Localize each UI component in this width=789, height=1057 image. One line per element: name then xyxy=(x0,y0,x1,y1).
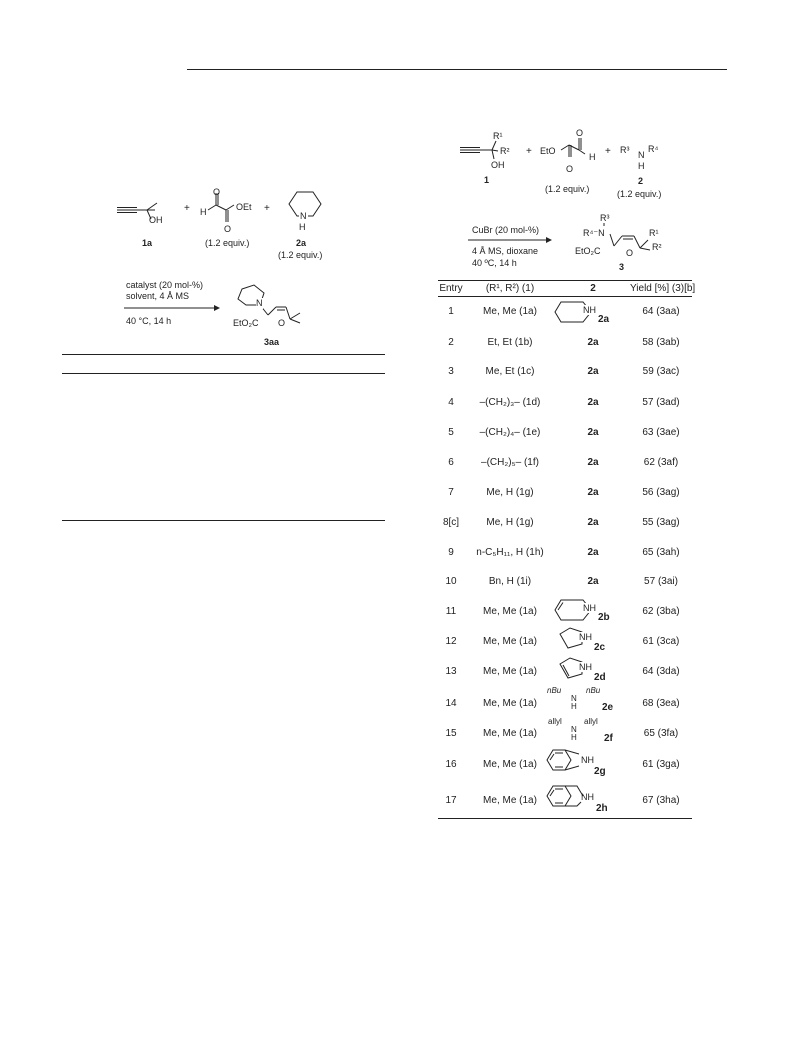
prod-r1: R¹ xyxy=(649,228,659,238)
cell-entry: 4 xyxy=(448,397,454,408)
cell-entry: 17 xyxy=(445,795,457,806)
amine-2g-nh: NH xyxy=(581,755,594,765)
cell-entry: 8[c] xyxy=(442,517,460,528)
reactant-1-r2: R² xyxy=(500,146,510,156)
piperidine-h: H xyxy=(299,222,306,232)
cell-yield: 57 (3ad) xyxy=(642,397,680,408)
table-row xyxy=(438,696,692,712)
amine-2h-label: 2h xyxy=(596,803,608,814)
right-n: N xyxy=(638,150,645,160)
left-table-rule-mid xyxy=(62,373,385,374)
header-rule xyxy=(187,69,727,70)
cell-r: Me, H (1g) xyxy=(486,517,534,528)
amine-2b-nh: NH xyxy=(583,603,596,613)
table-row xyxy=(438,515,692,531)
cell-amine: 2a xyxy=(587,397,599,408)
plus-1: + xyxy=(184,203,190,214)
amine-2f-n: N xyxy=(571,725,577,734)
right-o-bottom: O xyxy=(566,164,574,174)
amine-2e-nbu-left: nBu xyxy=(547,686,562,695)
reactant-1a-oh: OH xyxy=(149,215,163,225)
cell-entry: 11 xyxy=(445,606,457,617)
right-table-rule-bottom xyxy=(438,818,692,819)
cell-entry: 12 xyxy=(445,636,457,647)
left-cond-below: 40 °C, 14 h xyxy=(126,316,172,326)
product-3aa-label: 3aa xyxy=(264,337,280,347)
cell-r: Me, Me (1a) xyxy=(483,666,537,677)
glyoxylate-o-top: O xyxy=(213,187,221,197)
right-r4: R⁴ xyxy=(648,144,659,154)
header-amine: 2 xyxy=(590,283,596,294)
amine-2c-label: 2c xyxy=(594,642,606,653)
cell-yield: 61 (3ga) xyxy=(642,759,680,770)
prod-r3: R³ xyxy=(600,213,610,223)
cell-entry: 5 xyxy=(448,427,454,438)
cell-amine: 2a xyxy=(587,547,599,558)
table-row xyxy=(438,455,692,471)
amine-2a-label: 2a xyxy=(296,238,307,248)
right-eto: EtO xyxy=(540,146,556,156)
cell-r: Et, Et (1b) xyxy=(487,337,533,348)
piperidine-n: N xyxy=(300,211,307,221)
glyoxylate-o-bottom: O xyxy=(224,224,232,234)
cell-yield: 63 (3ae) xyxy=(642,427,680,438)
right-plus-2: + xyxy=(605,146,611,157)
right-cond-below-2: 40 ºC, 14 h xyxy=(472,258,517,268)
table-row xyxy=(438,574,692,590)
amine-2d-label: 2d xyxy=(594,672,606,683)
cell-yield: 67 (3ha) xyxy=(642,795,680,806)
cell-r: –(CH₂)₃– (1d) xyxy=(479,397,541,408)
table-row xyxy=(438,545,692,561)
amine-2b-label: 2b xyxy=(598,612,610,623)
right-table-rule-mid xyxy=(438,296,692,297)
glyoxylate-equiv: (1.2 equiv.) xyxy=(205,238,250,248)
product-3aa-ester: EtO₂C xyxy=(233,318,259,328)
cell-r: Me, Et (1c) xyxy=(485,366,535,377)
cell-amine: 2a xyxy=(587,457,599,468)
left-cond-2: solvent, 4 Å MS xyxy=(126,291,190,301)
product-3aa-n: N xyxy=(256,298,263,308)
right-amine-equiv: (1.2 equiv.) xyxy=(617,189,662,199)
cell-yield: 55 (3ag) xyxy=(642,517,680,528)
amine-2f-allyl-left: allyl xyxy=(548,717,562,726)
amine-2a-nh: NH xyxy=(583,305,596,315)
cell-yield: 61 (3ca) xyxy=(642,636,680,647)
table-row xyxy=(438,726,692,742)
table-row xyxy=(438,395,692,411)
cell-amine: 2a xyxy=(587,576,599,587)
cell-entry: 15 xyxy=(445,728,457,739)
cell-yield: 57 (3ai) xyxy=(644,576,678,587)
cell-amine: 2a xyxy=(587,487,599,498)
reactant-1-oh: OH xyxy=(491,160,505,170)
right-label-2: 2 xyxy=(638,176,644,186)
right-reaction-arrow xyxy=(468,236,552,244)
reactant-1a-structure xyxy=(115,195,175,235)
glyoxylate-oet: OEt xyxy=(236,202,252,212)
cell-yield: 68 (3ea) xyxy=(642,698,680,709)
amine-2f-allyl-right: allyl xyxy=(584,717,598,726)
cell-r: Me, Me (1a) xyxy=(483,606,537,617)
table-row xyxy=(438,485,692,501)
glyoxylate-h: H xyxy=(200,207,207,217)
right-h-amine: H xyxy=(638,161,645,171)
cell-r: Bn, H (1i) xyxy=(488,576,532,587)
cell-yield: 65 (3fa) xyxy=(643,728,679,739)
amine-2g-label: 2g xyxy=(594,766,606,777)
left-table-rule-top xyxy=(62,354,385,355)
cell-entry: 16 xyxy=(445,759,457,770)
cell-entry: 14 xyxy=(445,698,457,709)
cell-yield: 65 (3ah) xyxy=(642,547,680,558)
table-row xyxy=(438,364,692,380)
cell-amine: 2a xyxy=(587,427,599,438)
cell-amine: 2a xyxy=(587,366,599,377)
right-o-top: O xyxy=(576,128,584,138)
reactant-1-r1: R¹ xyxy=(493,131,503,141)
left-reaction-arrow xyxy=(124,304,220,312)
amine-2a-row-label: 2a xyxy=(598,314,610,325)
cell-yield: 59 (3ac) xyxy=(642,366,680,377)
cell-r: Me, Me (1a) xyxy=(483,759,537,770)
table-header-row xyxy=(438,281,696,297)
cell-yield: 64 (3da) xyxy=(642,666,680,677)
cell-r: n-C₅H₁₁, H (1h) xyxy=(476,547,544,558)
prod-r4n: R⁴⁻N xyxy=(583,228,605,238)
cell-r: –(CH₂)₅– (1f) xyxy=(481,457,539,468)
cell-entry: 9 xyxy=(448,547,454,558)
product-3aa-o: O xyxy=(278,318,286,328)
cell-r: Me, H (1g) xyxy=(486,487,534,498)
cell-r: –(CH₂)₄– (1e) xyxy=(479,427,541,438)
right-plus-1: + xyxy=(526,146,532,157)
prod-r2: R² xyxy=(652,242,662,252)
cell-entry: 13 xyxy=(445,666,457,677)
amine-2d-nh: NH xyxy=(579,662,592,672)
right-glyoxylate-equiv: (1.2 equiv.) xyxy=(545,184,590,194)
prod-label-3: 3 xyxy=(619,262,625,272)
cell-yield: 62 (3af) xyxy=(643,457,679,468)
header-yield: Yield [%] (3)[b] xyxy=(630,283,696,294)
cell-r: Me, Me (1a) xyxy=(483,306,537,317)
cell-yield: 56 (3ag) xyxy=(642,487,680,498)
amine-2e-nbu-right: nBu xyxy=(586,686,601,695)
amine-2e-label: 2e xyxy=(602,702,614,713)
amine-2h-structure xyxy=(543,784,603,814)
cell-r: Me, Me (1a) xyxy=(483,636,537,647)
header-entry: Entry xyxy=(439,283,463,294)
cell-r: Me, Me (1a) xyxy=(483,795,537,806)
amine-2e-n: N xyxy=(571,694,577,703)
reactant-1a-label: 1a xyxy=(142,238,153,248)
cell-entry: 10 xyxy=(445,576,457,587)
amine-2e-h: H xyxy=(571,702,577,711)
cell-entry: 7 xyxy=(448,487,454,498)
amine-equiv: (1.2 equiv.) xyxy=(278,250,323,260)
cell-entry: 3 xyxy=(448,366,454,377)
right-glyoxylate-structure xyxy=(555,130,595,170)
amine-2f-h: H xyxy=(571,733,577,742)
cell-yield: 58 (3ab) xyxy=(642,337,680,348)
left-cond-1: catalyst (20 mol-%) xyxy=(126,280,204,290)
cell-entry: 6 xyxy=(448,457,454,468)
right-h: H xyxy=(589,152,596,162)
prod-o: O xyxy=(626,248,634,258)
right-r3: R³ xyxy=(620,145,630,155)
header-r: (R¹, R²) (1) xyxy=(485,283,535,294)
left-table-rule-bottom xyxy=(62,520,385,521)
right-cond-below-1: 4 Å MS, dioxane xyxy=(472,246,539,256)
amine-2f-label: 2f xyxy=(604,733,613,744)
plus-2: + xyxy=(264,203,270,214)
cell-r: Me, Me (1a) xyxy=(483,698,537,709)
cell-r: Me, Me (1a) xyxy=(483,728,537,739)
cell-amine: 2a xyxy=(587,517,599,528)
amine-2h-nh: NH xyxy=(581,792,594,802)
reactant-1-label: 1 xyxy=(484,175,490,185)
cell-entry: 2 xyxy=(448,337,454,348)
prod-ester: EtO₂C xyxy=(575,246,601,256)
table-row xyxy=(438,425,692,441)
cell-entry: 1 xyxy=(448,306,454,317)
table-row xyxy=(438,335,692,351)
amine-2c-nh: NH xyxy=(579,632,592,642)
right-cond-above: CuBr (20 mol-%) xyxy=(472,225,540,235)
cell-amine: 2a xyxy=(587,337,599,348)
cell-yield: 62 (3ba) xyxy=(642,606,680,617)
cell-yield: 64 (3aa) xyxy=(642,306,680,317)
